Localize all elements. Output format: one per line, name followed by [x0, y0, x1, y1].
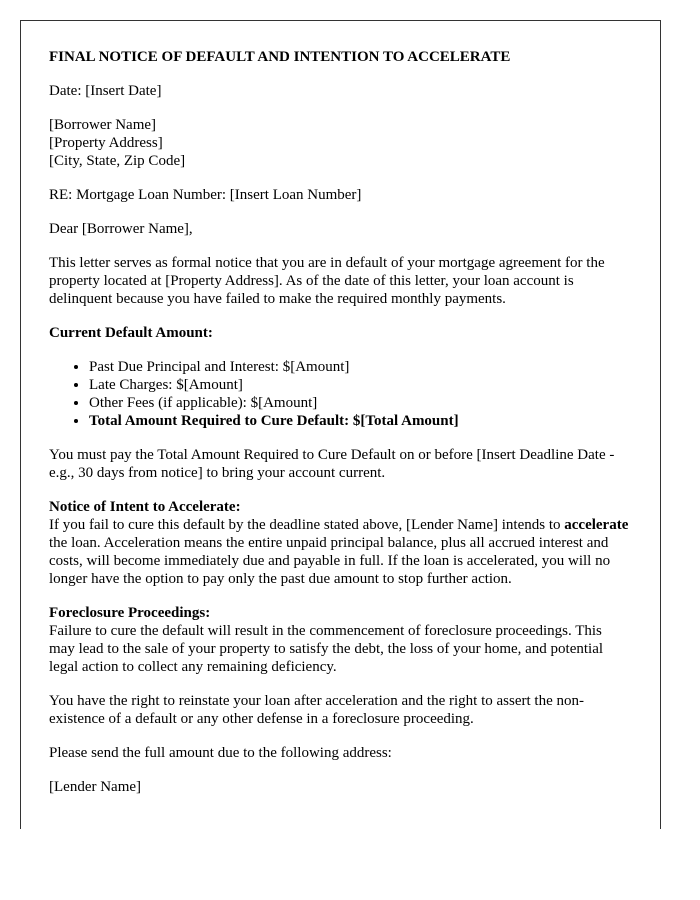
deadline-paragraph: You must pay the Total Amount Required to Cure Default on or before [Insert Deadline Date - e.g., 30 days from notice] to bring your account current. [49, 447, 615, 481]
default-heading [49, 324, 631, 342]
accelerate-text: If you fail to cure this default by the deadline stated above, [Lender Name] intends to [49, 517, 565, 533]
accelerate-text-rest: the loan. Acceleration means the entire unpaid principal balance, plus all accrued interest and costs, will become immediately due and payable in full. If the loan is accelerated, you will no longer have the option to pay only the past due amount to stop further action. [49, 535, 611, 587]
letter-page [20, 20, 661, 829]
list-item-total [89, 412, 631, 430]
default-heading-text: Current Default Amount: [49, 325, 213, 341]
accelerate-heading: Notice of Intent to Accelerate: [49, 499, 241, 515]
intro-paragraph: This letter serves as formal notice that you are in default of your mortgage agreement for the property located at [Property Address]. As of the date of this letter, your loan account is delinquent because you have failed to make the required monthly payments. [49, 255, 605, 307]
borrower-name: [Borrower Name] [49, 117, 157, 133]
list-item: • Other Fees (if applicable): $[Amount] [89, 394, 631, 412]
accelerate-section [49, 498, 631, 588]
city-state-zip: [City, State, Zip Code] [49, 153, 186, 169]
re-line: RE: Mortgage Loan Number: [Insert Loan Number] [49, 187, 362, 203]
rights-paragraph: You have the right to reinstate your loan after acceleration and the right to assert the non-existence of a default or any other defense in a foreclosure proceeding. [49, 693, 584, 727]
total-amount: Total Amount Required to Cure Default: $[Total Amount] [89, 413, 459, 429]
default-amount-list [49, 358, 631, 430]
accelerate-bold: accelerate [564, 517, 629, 533]
foreclosure-heading: Foreclosure Proceedings: [49, 605, 211, 621]
letter-title: FINAL NOTICE OF DEFAULT AND INTENTION TO ACCELERATE [49, 49, 511, 65]
property-address: [Property Address] [49, 135, 163, 151]
list-item: • Past Due Principal and Interest: $[Amount] [89, 358, 631, 376]
foreclosure-section [49, 604, 631, 676]
borrower-address [49, 116, 631, 170]
salutation: Dear [Borrower Name], [49, 221, 193, 237]
list-item: • Late Charges: $[Amount] [89, 376, 631, 394]
date-line: Date: [Insert Date] [49, 83, 162, 99]
foreclosure-text: Failure to cure the default will result in the commencement of foreclosure proceedings. This may lead to the sale of your property to satisfy the debt, the loss of your home, and potential legal action to collect any remaining deficiency. [49, 623, 604, 675]
send-paragraph: Please send the full amount due to the following address: [49, 745, 392, 761]
lender-name: [Lender Name] [49, 779, 142, 795]
